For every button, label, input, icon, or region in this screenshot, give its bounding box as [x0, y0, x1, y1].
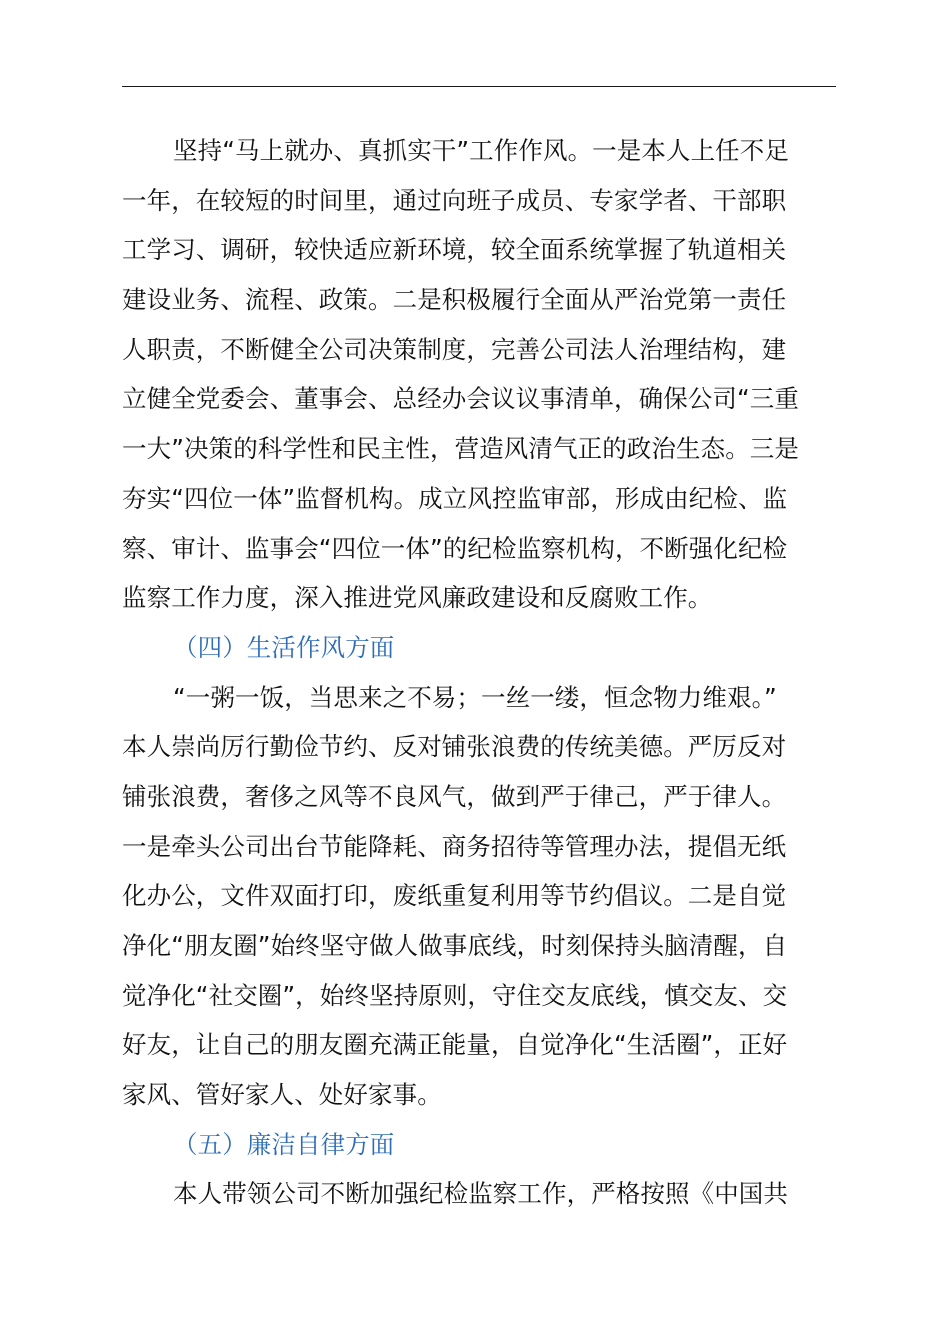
paragraph-line: 一年，在较短的时间里，通过向班子成员、专家学者、干部职 [122, 185, 787, 215]
header-rule [122, 86, 836, 87]
document-body [122, 126, 836, 1219]
paragraph-line: 好友，让自己的朋友圈充满正能量，自觉净化“生活圈”，正好 [122, 1030, 788, 1060]
paragraph-line: “一粥一饭，当思来之不易；一丝一缕，恒念物力维艰。” [173, 682, 777, 712]
paragraph-line: 坚持“马上就办、真抓实干”工作作风。一是本人上任不足 [173, 136, 789, 165]
paragraph-line: 本人崇尚厉行勤俭节约、反对铺张浪费的传统美德。严厉反对 [122, 732, 787, 762]
paragraph-line: 人职责，不断健全公司决策制度，完善公司法人治理结构，建 [122, 334, 787, 364]
paragraph-line: 建设业务、流程、政策。二是积极履行全面从严治党第一责任 [122, 285, 787, 315]
paragraph-line: 工学习、调研，较快适应新环境，较全面系统掌握了轨道相关 [122, 235, 787, 265]
paragraph-line: 铺张浪费，奢侈之风等不良风气，做到严于律己，严于律人。 [122, 781, 787, 811]
paragraph-line: 立健全党委会、董事会、总经办会议议事清单，确保公司“三重 [122, 384, 799, 414]
paragraph-line: 本人带领公司不断加强纪检监察工作，严格按照《中国共 [173, 1179, 788, 1209]
paragraph-line: 监察工作力度，深入推进党风廉政建设和反腐败工作。 [122, 583, 713, 613]
paragraph-line: 净化“朋友圈”始终坚守做人做事底线，时刻保持头脑清醒，自 [122, 931, 788, 960]
section-heading-lifestyle: （四）生活作风方面 [173, 632, 395, 662]
paragraph-line: 察、审计、监事会“四位一体”的纪检监察机构，不断强化纪检 [122, 533, 788, 563]
paragraph-line: 家风、管好家人、处好家事。 [122, 1080, 442, 1110]
paragraph-line: 觉净化“社交圈”，始终坚持原则，守住交友底线，慎交友、交 [122, 980, 788, 1010]
paragraph-line: 一大”决策的科学性和民主性，营造风清气正的政治生态。三是 [122, 434, 799, 464]
paragraph-line: 夯实“四位一体”监督机构。成立风控监审部，形成由纪检、监 [122, 483, 788, 513]
paragraph-line: 化办公，文件双面打印，废纸重复利用等节约倡议。二是自觉 [122, 881, 787, 911]
section-heading-integrity: （五）廉洁自律方面 [173, 1129, 395, 1159]
paragraph-line: 一是牵头公司出台节能降耗、商务招待等管理办法，提倡无纸 [122, 831, 787, 861]
